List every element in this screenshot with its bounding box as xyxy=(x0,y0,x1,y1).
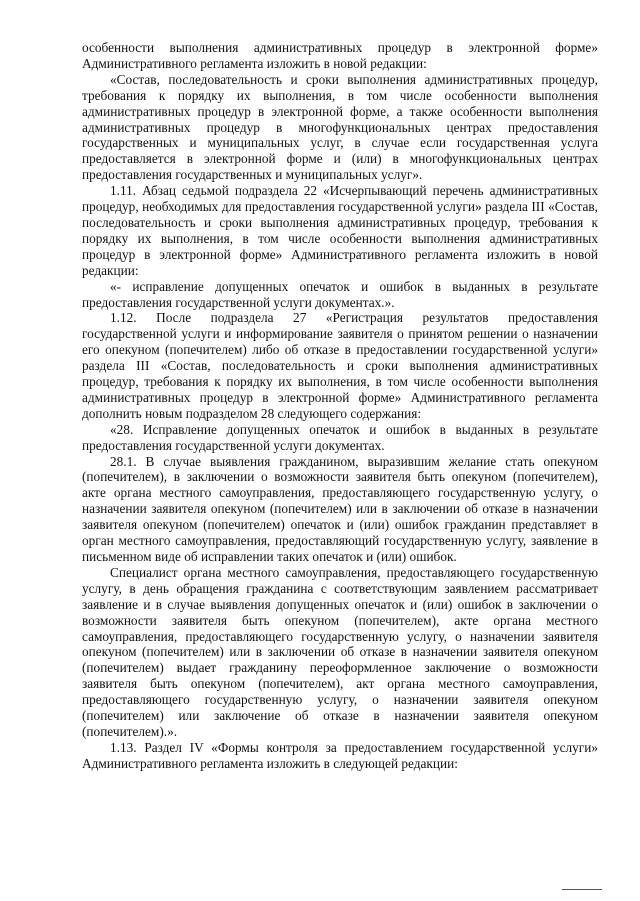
paragraph-intro: особенности выполнения административных процедур в электронной форме» Административного регламента изложить в новой редакции: xyxy=(82,40,598,71)
paragraph-1-11: 1.11. Абзац седьмой подраздела 22 «Исчерпывающий перечень административных процедур, необходимых для предоставления государственной услуги» раздела III «Состав, последовательность и сроки выполнения административных процедур, требования к порядку их выполнения, в том числе особенности выполнения административных процедур в электронной форме» Административного регламента изложить в новой редакции: xyxy=(82,183,598,278)
paragraph-specialist: Специалист органа местного самоуправления, предоставляющего государственную услугу, в день обращения гражданина с соответствующим заявлением рассматривает заявление и в случае выявления допущенных опечаток и (или) ошибок в заключении о возможности заявителя быть опекуном (попечителем), акте органа местного самоуправления, предоставляющего государственную услугу, о назначении заявителя опекуном (попечителем) или в заключении об отказе в назначении заявителя опекуном (попечителем) выдает гражданину переоформленное заключение о возможности заявителя быть опекуном (попечителем), акт органа местного самоуправления, предоставляющего государственную услугу, о назначении заявителя опекуном (попечителем) или заключение об отказе в назначении заявителя опекуном (попечителем).». xyxy=(82,564,598,739)
paragraph-28-1: 28.1. В случае выявления гражданином, выразившим желание стать опекуном (попечителем), в заключении о возможности заявителя быть опекуном (попечителем), акте органа местного самоуправления, предоставляющего государственную услугу, о назначении заявителя опекуном (попечителем) или в заключении об отказе в назначении заявителя опекуном (попечителем) опечаток и (или) ошибок гражданин представляет в орган местного самоуправления, предоставляющий государственную услугу, заявление в письменном виде об исправлении таких опечаток и (или) ошибок. xyxy=(82,453,598,564)
paragraph-1-12: 1.12. После подраздела 27 «Регистрация результатов предоставления государственной услуги и информирование заявителя о принятом решении о назначении его опекуном (попечителем) либо об отказе в предоставлении государственной услуги» раздела III «Состав, последовательность и сроки выполнения административных процедур, требования к порядку их выполнения, в том числе особенности выполнения административных процедур в электронной форме» Административного регламента дополнить новым подразделом 28 следующего содержания: xyxy=(82,310,598,421)
paragraph-quote-section-title: «Состав, последовательность и сроки выполнения административных процедур, требования к порядку их выполнения, в том числе особенности выполнения административных процедур в электронной форме, а также особенности выполнения административных процедур в многофункциональных центрах предоставления государственных и муниципальных услуг, в случае если государственная услуга предоставляется в электронной форме и (или) в многофункциональных центрах предоставления государственных и муниципальных услуг». xyxy=(82,71,598,183)
document-body xyxy=(82,40,598,772)
paragraph-subsection-28: «28. Исправление допущенных опечаток и ошибок в выданных в результате предоставления государственной услуги документах. xyxy=(82,421,598,453)
paragraph-1-13: 1.13. Раздел IV «Формы контроля за предоставлением государственной услуги» Административного регламента изложить в следующей редакции: xyxy=(82,739,598,771)
paragraph-quote-corrections: «- исправление допущенных опечаток и ошибок в выданных в результате предоставления государственной услуги документах.». xyxy=(82,278,598,310)
footer-rule xyxy=(562,889,602,890)
